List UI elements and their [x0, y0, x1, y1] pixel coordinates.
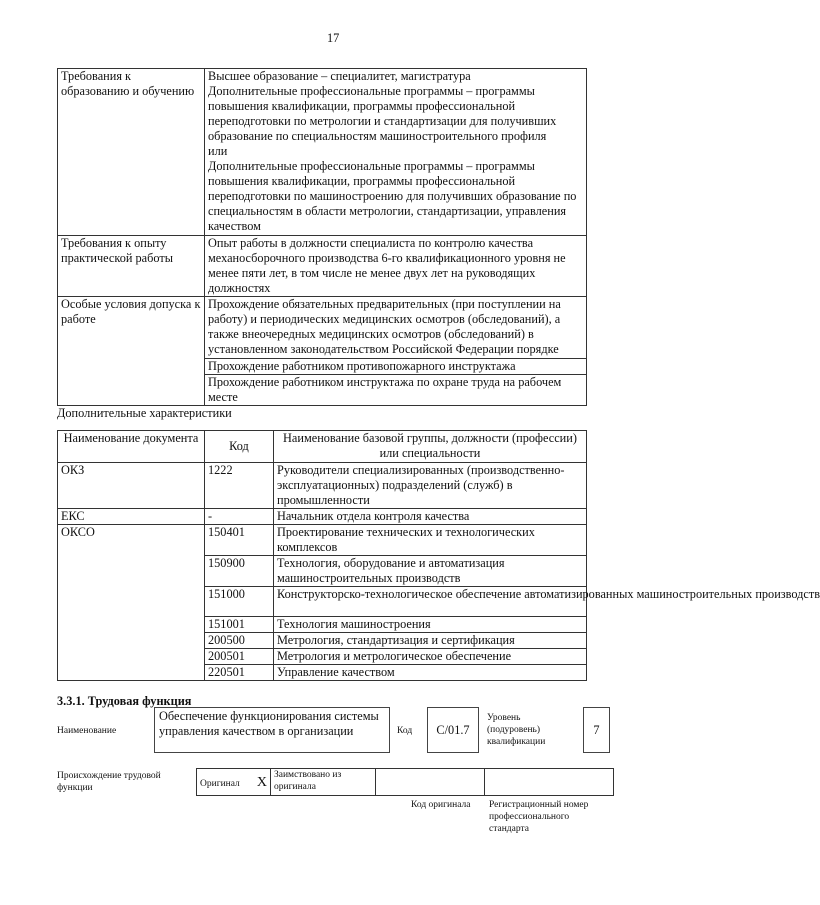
- level-box: 7: [583, 707, 610, 753]
- name-cell: Метрология и метрологическое обеспечение: [274, 649, 587, 665]
- section-title: Дополнительные характеристики: [57, 406, 232, 420]
- code-cell: 150900: [205, 556, 274, 587]
- header-name: Наименование базовой группы, должности (профессии) или специальности: [274, 431, 587, 463]
- name-cell: Метрология, стандартизация и сертификация: [274, 633, 587, 649]
- code-cell: 200500: [205, 633, 274, 649]
- code-cell: -: [205, 509, 274, 525]
- borrowed-cell[interactable]: Заимствовано из оригинала: [271, 769, 376, 796]
- origin-code-cell: [376, 769, 485, 796]
- reg-number-label: Регистрационный номер профессионального стандарта: [489, 800, 589, 834]
- code-cell: 1222: [205, 463, 274, 509]
- origin-table: [196, 768, 614, 796]
- req-label: Особые условия допуска к работе: [58, 297, 205, 406]
- doc-cell: ЕКС: [58, 509, 205, 525]
- name-cell: Проектирование технических и технологических комплексов: [274, 525, 587, 556]
- original-cell[interactable]: [197, 769, 271, 796]
- requirements-table: [57, 68, 587, 406]
- code-label: Код: [397, 726, 413, 736]
- origin-code-label: Код оригинала: [411, 800, 471, 810]
- req-label: Требования к образованию и обучению: [58, 69, 205, 236]
- original-mark: X: [256, 774, 267, 790]
- reg-number-cell: [485, 769, 614, 796]
- req-value: Прохождение работником противопожарного инструктажа: [205, 359, 587, 375]
- name-label: Наименование: [57, 726, 117, 736]
- header-doc: Наименование документа: [58, 431, 205, 463]
- name-cell: Технология машиностроения: [274, 617, 587, 633]
- level-label: Уровень (подуровень) квалификации: [487, 713, 546, 747]
- code-cell: 200501: [205, 649, 274, 665]
- req-value: Прохождение обязательных предварительных (при поступлении на работу) и периодических медицинских осмотров (обследований), а также внеочередных медицинских осмотров (обследований) в установленном законодательством Российской Федерации порядке: [205, 297, 587, 359]
- page-number: 17: [327, 31, 340, 45]
- req-label: Требования к опыту практической работы: [58, 236, 205, 297]
- header-code: Код: [205, 431, 274, 463]
- name-cell: Управление качеством: [274, 665, 587, 681]
- code-cell: 151000: [205, 587, 274, 617]
- name-cell: Начальник отдела контроля качества: [274, 509, 587, 525]
- code-cell: 150401: [205, 525, 274, 556]
- name-cell: Руководители специализированных (производственно-эксплуатационных) подразделений (служб) в промышленности: [274, 463, 587, 509]
- code-cell: 220501: [205, 665, 274, 681]
- doc-cell: ОКСО: [58, 525, 205, 681]
- original-label: Оригинал: [200, 778, 240, 789]
- additional-table: [57, 430, 820, 681]
- req-value: Высшее образование – специалитет, магистратура Дополнительные профессиональные программы – программы повышения квалификации, программы профессиональной переподготовки по метрологии и стандартизации для получивших образование по специальностям машиностроительного профиля или Дополнительные профессиональные программы – программы повышения квалификации, программы профессиональной переподготовки по машиностроению для получивших образование по специальностям в области метрологии, стандартизации, управления качеством: [205, 69, 587, 236]
- req-value: Опыт работы в должности специалиста по контролю качества механосборочного производства 6-го квалификационного уровня не менее пяти лет, в том числе не менее двух лет на руководящих должностях: [205, 236, 587, 297]
- function-title: 3.3.1. Трудовая функция: [57, 694, 192, 708]
- name-cell: Технология, оборудование и автоматизация машиностроительных производств: [274, 556, 587, 587]
- function-code-box: C/01.7: [427, 707, 479, 753]
- function-name-box: Обеспечение функционирования системы управления качеством в организации: [154, 707, 390, 753]
- doc-cell: ОКЗ: [58, 463, 205, 509]
- req-value: Прохождение работником инструктажа по охране труда на рабочем месте: [205, 375, 587, 406]
- origin-label: Происхождение трудовой функции: [57, 771, 161, 793]
- name-cell: Конструкторско-технологическое обеспечение автоматизированных машиностроительных производств: [274, 587, 587, 617]
- code-cell: 151001: [205, 617, 274, 633]
